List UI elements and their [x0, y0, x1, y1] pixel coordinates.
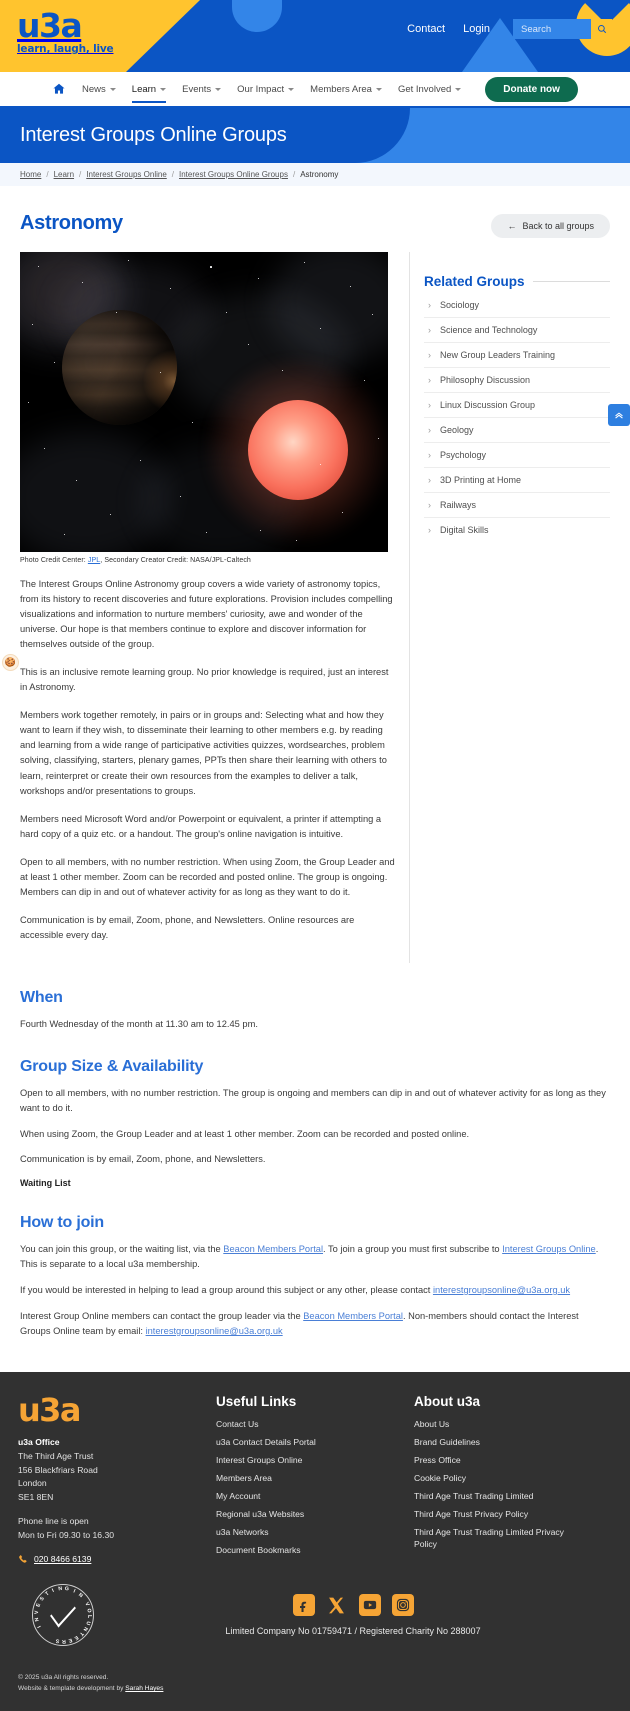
donate-now-button[interactable]: Donate now [485, 77, 578, 102]
page-banner [0, 108, 630, 163]
sidebar-item-label: Digital Skills [440, 525, 489, 535]
footer-about-column [414, 1394, 612, 1564]
breadcrumb-separator: / [46, 170, 49, 179]
youtube-icon [363, 1598, 377, 1612]
breadcrumb-separator: / [292, 170, 296, 179]
chevron-right-icon: › [428, 474, 431, 485]
logo-tagline: learn, laugh, live [17, 43, 114, 55]
page-banner-title: Interest Groups Online Groups [20, 124, 287, 146]
section-text-group-size: Open to all members, with no number restriction. The group is ongoing and members can dip in and out of whatever activity for as long as they want to do it. [20, 1087, 606, 1113]
nav-item-our-impact[interactable] [237, 75, 294, 104]
home-icon [52, 82, 66, 96]
article-paragraph: Members need Microsoft Word and/or Powerpoint or equivalent, a printer if attempting a hard copy of a quiz etc. or a handout. The group's online navigation is intuitive. [20, 813, 382, 839]
nav-item-get-involved[interactable] [398, 75, 461, 104]
social-links [94, 1594, 612, 1616]
nav-item-news[interactable] [82, 75, 116, 104]
breadcrumb-item-current: Astronomy [300, 170, 339, 179]
footer-link-third-age-trust-trading-limited[interactable]: Third Age Trust Trading Limited [414, 1491, 534, 1502]
breadcrumb-item-interest-groups-online[interactable]: Interest Groups Online [86, 170, 167, 179]
sidebar-item-philosophy-discussion[interactable] [424, 368, 610, 393]
footer-link-about-us[interactable]: About Us [414, 1418, 450, 1429]
social-link-instagram[interactable] [392, 1594, 414, 1616]
footer-columns [18, 1390, 612, 1565]
text-fragment: Interest Group Online members can contact the group leader via the [20, 1310, 304, 1321]
caption-suffix: , Secondary Creator Credit: NASA/JPL-Caltech [100, 557, 251, 564]
sidebar-item-label: Geology [440, 425, 474, 435]
caption-prefix: Photo Credit Center: [20, 557, 88, 564]
chevron-down-icon [160, 88, 166, 91]
footer-link-contact-us[interactable]: Contact Us [216, 1418, 259, 1429]
chevron-down-icon [288, 88, 294, 91]
article-paragraph: Members work together remotely, in pairs or in groups and: Selecting what and how they want to learn if they wish, to disseminate their learning to other members e.g. by reading and learning from a wide range of participative activities quizzes, wordsearches, problem solving, classifying, starters, plenary games, PPTs then share their learning with others to learn, reinterpret or create their own resources from the examples to deliver a talk, workshops and/or presentations to groups. [20, 710, 387, 796]
cookie-settings-widget[interactable] [2, 654, 19, 671]
nav-item-events[interactable] [182, 75, 221, 104]
footer-legal-text: Limited Company No 01759471 / Registered Charity No 288007 [225, 1626, 481, 1637]
footer-brand-column [18, 1390, 216, 1565]
footer-office-title: u3a Office [18, 1436, 60, 1447]
content-columns [20, 252, 610, 963]
footer-logo: u3a [18, 1390, 80, 1429]
footer-address-line: SE1 8EN [18, 1492, 54, 1503]
section-heading-when: When [20, 988, 63, 1006]
sidebar-heading: Related Groups [424, 274, 525, 289]
logo-wordmark: u3a [17, 6, 82, 45]
section-text-group-size: Communication is by email, Zoom, phone, and Newsletters. [20, 1154, 266, 1165]
sidebar-item-label: Science and Technology [440, 325, 538, 335]
footer-link-my-account[interactable]: My Account [216, 1491, 261, 1502]
breadcrumb-separator: / [79, 170, 82, 179]
main-navigation [0, 72, 630, 108]
facebook-icon [297, 1599, 310, 1612]
sidebar-item-label: New Group Leaders Training [440, 350, 556, 360]
social-link-youtube[interactable] [359, 1594, 381, 1616]
sidebar-item-sociology[interactable] [424, 293, 610, 318]
footer-copyright [18, 1672, 612, 1694]
footer-about-heading: About u3a [414, 1393, 480, 1409]
sidebar-item-label: Psychology [440, 450, 487, 460]
instagram-icon [396, 1598, 410, 1612]
footer-link-third-age-trust-privacy-policy[interactable]: Third Age Trust Privacy Policy [414, 1509, 529, 1520]
footer-link-brand-guidelines[interactable]: Brand Guidelines [414, 1436, 480, 1447]
nav-item-label: News [82, 83, 106, 95]
footer-link-u3a-networks[interactable]: u3a Networks [216, 1527, 269, 1538]
footer-link-interest-groups-online[interactable]: Interest Groups Online [216, 1454, 303, 1465]
how-to-join-paragraph-2 [20, 1283, 610, 1298]
chevron-down-icon [110, 88, 116, 91]
section-text-group-size: When using Zoom, the Group Leader and at least 1 other member. Zoom can be recorded and posted online. [20, 1128, 470, 1139]
back-button-label: Back to all groups [522, 221, 594, 231]
section-text-when: Fourth Wednesday of the month at 11.30 am to 12.45 pm. [20, 1018, 258, 1029]
search-form [513, 19, 612, 39]
chevron-down-icon [215, 88, 221, 91]
sidebar-item-label: 3D Printing at Home [440, 475, 522, 485]
how-to-join-paragraph-3 [20, 1309, 610, 1339]
x-twitter-icon [327, 1596, 346, 1615]
header-utility-links [407, 23, 490, 35]
content-header [20, 186, 610, 238]
breadcrumb-separator: / [171, 170, 174, 179]
investing-in-volunteers-badge [32, 1584, 94, 1646]
footer-useful-links-column [216, 1394, 414, 1564]
chevron-right-icon: › [428, 399, 431, 410]
credit-prefix: Website & template development by [18, 1685, 126, 1693]
site-header [0, 0, 630, 72]
header-blue-blob-shape [232, 0, 282, 32]
credit-line [18, 1683, 612, 1694]
chevron-double-up-icon [614, 410, 624, 420]
footer-social-area [94, 1584, 612, 1636]
waiting-list-note: Waiting List [20, 1178, 71, 1189]
social-link-facebook[interactable] [293, 1594, 315, 1616]
beacon-members-portal-link[interactable]: Beacon Members Portal [223, 1244, 324, 1255]
copyright-line: © 2025 u3a All rights reserved. [18, 1674, 109, 1682]
search-submit-button[interactable] [591, 19, 612, 39]
sidebar-item-label: Sociology [440, 300, 480, 310]
sidebar-item-digital-skills[interactable] [424, 518, 610, 542]
footer-hours-line: Phone line is open [18, 1516, 89, 1527]
credit-link[interactable]: Sarah Hayes [125, 1685, 164, 1693]
text-fragment: If you would be interested in helping to lead a group around this subject or any other, please contact [20, 1285, 433, 1296]
group-hero-image [20, 252, 388, 552]
sidebar-item-geology[interactable] [424, 418, 610, 443]
sidebar-item-label: Linux Discussion Group [440, 400, 536, 410]
sidebar-item-3d-printing-at-home[interactable] [424, 468, 610, 493]
section-heading-how-to-join: How to join [20, 1214, 105, 1232]
team-email-link[interactable]: interestgroupsonline@u3a.org.uk [145, 1325, 283, 1336]
chevron-right-icon: › [428, 424, 431, 435]
footer-link-u3a-contact-details-portal[interactable]: u3a Contact Details Portal [216, 1436, 316, 1447]
sidebar-item-railways[interactable] [424, 493, 610, 518]
sidebar-item-label: Railways [440, 500, 477, 510]
site-logo[interactable] [17, 6, 114, 55]
chevron-right-icon: › [428, 324, 431, 335]
arrow-left-icon: ← [507, 221, 517, 231]
footer-hours-line: Mon to Fri 09.30 to 16.30 [18, 1530, 115, 1541]
nav-item-label: Events [182, 83, 212, 95]
phone-icon [18, 1554, 28, 1564]
footer-link-cookie-policy[interactable]: Cookie Policy [414, 1472, 467, 1483]
sidebar-item-new-group-leaders-training[interactable] [424, 343, 610, 368]
sidebar-item-science-and-technology[interactable] [424, 318, 610, 343]
nav-item-label: Learn [131, 83, 157, 95]
footer-link-third-age-trust-trading-limited-privacy-policy[interactable]: Third Age Trust Trading Limited Privacy Policy [414, 1527, 564, 1549]
back-to-all-groups-button[interactable] [491, 214, 610, 238]
chevron-right-icon: › [428, 524, 431, 535]
page-content [0, 186, 630, 963]
sidebar-item-label: Philosophy Discussion [440, 375, 531, 385]
text-fragment: . Non-members should contact the Interest Groups Online team by email: [20, 1310, 579, 1336]
footer-link-press-office[interactable]: Press Office [414, 1454, 461, 1465]
text-fragment: . This is separate to a local u3a membership. [20, 1244, 599, 1270]
footer-link-members-area[interactable]: Members Area [216, 1472, 272, 1483]
article-paragraph: Communication is by email, Zoom, phone, and Newsletters. Online resources are accessible every day. [20, 914, 355, 940]
footer-bottom [18, 1584, 612, 1646]
nav-item-label: Members Area [310, 83, 372, 95]
red-dwarf-star [248, 400, 348, 500]
page-title: Astronomy [20, 212, 123, 234]
article-paragraph: Open to all members, with no number restriction. When using Zoom, the Group Leader and at least 1 other member. Zoom can be recorded and posted online. The group is ongoing. Members can dip in and out of whatever activity for as long as they want to do it. [20, 856, 395, 897]
nav-home-link[interactable] [52, 82, 66, 96]
footer-phone-row [18, 1554, 216, 1564]
nav-item-label: Our Impact [237, 83, 285, 95]
footer-link-regional-u3a-websites[interactable]: Regional u3a Websites [216, 1509, 305, 1520]
footer-address [18, 1436, 216, 1543]
nav-item-label: Get Involved [397, 83, 452, 95]
header-link-login[interactable]: Login [463, 23, 490, 35]
sidebar-item-psychology[interactable] [424, 443, 610, 468]
nav-item-members-area[interactable] [310, 75, 382, 104]
gas-giant-planet [62, 310, 177, 425]
interest-groups-online-link[interactable]: Interest Groups Online [502, 1244, 596, 1255]
breadcrumb-item-learn[interactable]: Learn [53, 170, 75, 179]
chevron-down-icon [455, 88, 461, 91]
text-fragment: . To join a group you must first subscribe to [323, 1244, 503, 1255]
article-paragraph: The Interest Groups Online Astronomy group covers a wide variety of astronomy topics, from its history to recent discoveries and future explorations. Provision includes compelling visualizations and information to nurture members' curiosity, awe and wonder of the universe. Our hope is that members continue to explore and discover information for themselves outside of the group. [20, 579, 393, 650]
site-footer [0, 1372, 630, 1711]
magnifier-icon [597, 24, 607, 34]
chevron-right-icon: › [428, 499, 431, 510]
contact-email-link[interactable]: interestgroupsonline@u3a.org.uk [432, 1285, 571, 1296]
breadcrumb [0, 163, 630, 186]
text-fragment: You can join this group, or the waiting list, via the [20, 1244, 224, 1255]
footer-address-line: London [18, 1478, 47, 1489]
footer-address-line: The Third Age Trust [18, 1450, 94, 1461]
sidebar-heading-row [424, 274, 610, 289]
sidebar-item-linux-discussion-group[interactable] [424, 393, 610, 418]
footer-address-line: 156 Blackfriars Road [18, 1464, 98, 1475]
chevron-right-icon: › [428, 299, 431, 310]
header-link-contact[interactable]: Contact [407, 23, 446, 35]
badge-text: I N V E S T I N G I N V O L U N T E E R S [33, 1585, 93, 1645]
how-to-join-paragraph-1 [20, 1242, 610, 1272]
article-paragraph: This is an inclusive remote learning group. No prior knowledge is required, just an interest in Astronomy. [20, 667, 389, 693]
detail-sections [0, 989, 630, 1372]
chevron-right-icon: › [428, 374, 431, 385]
nav-item-learn[interactable] [132, 75, 166, 104]
cookie-icon: 🍪 [4, 657, 17, 667]
caption-credit-link[interactable]: JPL [87, 557, 101, 564]
sidebar-heading-rule [533, 281, 610, 282]
breadcrumb-item-interest-groups-online-groups[interactable]: Interest Groups Online Groups [179, 170, 288, 179]
scroll-to-top-button[interactable] [608, 404, 630, 426]
related-groups-sidebar [424, 252, 610, 542]
footer-useful-links-heading: Useful Links [216, 1393, 297, 1409]
breadcrumb-item-home[interactable]: Home [20, 170, 42, 179]
section-heading-group-size: Group Size & Availability [20, 1057, 204, 1075]
chevron-right-icon: › [428, 449, 431, 460]
article-column [20, 252, 410, 963]
search-input[interactable] [513, 19, 591, 39]
footer-phone-link[interactable]: 020 8466 6139 [34, 1554, 92, 1565]
chevron-right-icon: › [428, 349, 431, 360]
footer-link-document-bookmarks[interactable]: Document Bookmarks [216, 1545, 301, 1556]
image-caption [20, 557, 395, 564]
social-link-x-twitter[interactable] [326, 1594, 348, 1616]
beacon-members-portal-link[interactable]: Beacon Members Portal [303, 1310, 403, 1321]
chevron-down-icon [376, 88, 382, 91]
